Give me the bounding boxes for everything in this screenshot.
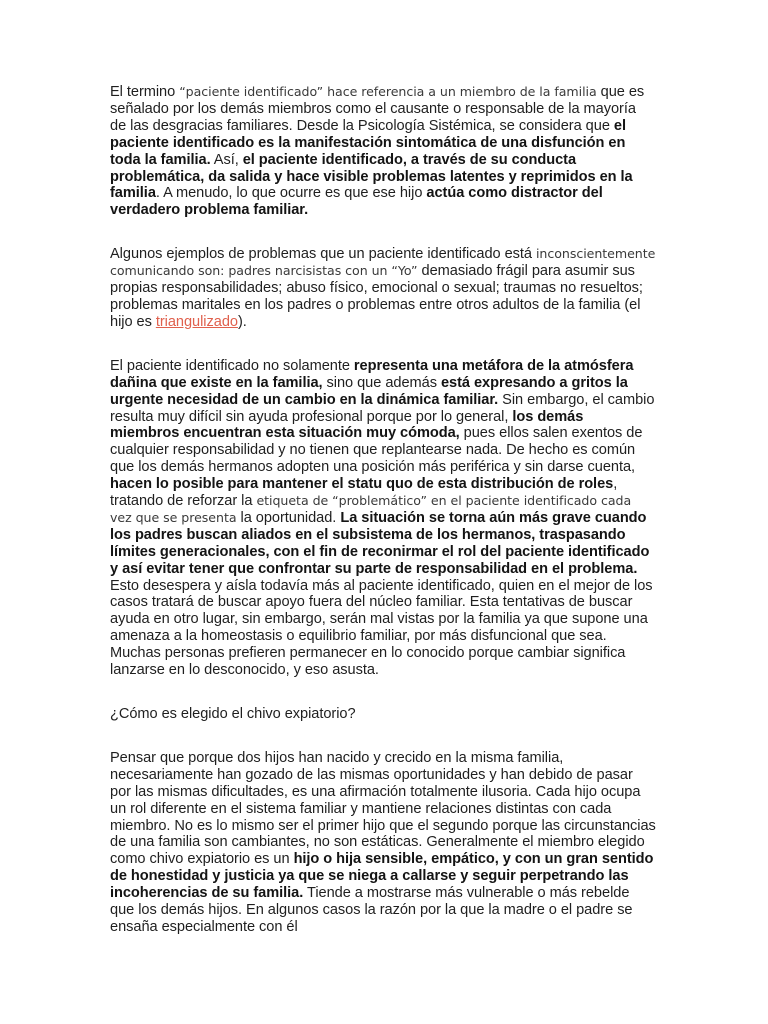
text-run-light: inconscientemente comunicando son: padres narcisistas con un “Yo” [110,246,656,279]
bold-text-run: el paciente identificado es la manifestación sintomática de una disfunción en toda la familia. [110,117,626,168]
text-run: pues ellos salen exentos de cualquier responsabilidad y no tienen que replantearse nada. De hecho es común que los demás hermanos adopten una posición más periférica y sin darse cuenta, [110,425,643,476]
section-heading-chivo-expiatorio [110,706,656,723]
paragraph-metaphor [110,358,656,679]
document-body [110,84,656,936]
text-run: Algunos ejemplos de problemas que un paciente identificado está [110,246,536,263]
paragraph-siblings [110,750,656,936]
heading-text: ¿Cómo es elegido el chivo expiatorio? [110,706,356,722]
paragraph-paciente-identificado-definition [110,84,656,219]
bold-text-run: representa una metáfora de la atmósfera dañina que existe en la familia, [110,357,634,391]
bold-text-run: los demás miembros encuentran esta situación muy cómoda, [110,408,584,442]
bold-text-run: está expresando a gritos la urgente necesidad de un cambio en la dinámica familiar. [110,374,628,408]
text-run: Tiende a mostrarse más vulnerable o más rebelde que los demás hijos. En algunos casos la razón por la que la madre o el padre se ensaña especialmente con él [110,885,633,935]
bold-text-run: hijo o hija sensible, empático, y con un gran sentido de honestidad y justicia ya que se niega a callarse y seguir perpetrando las incoherencias de su familia. [110,851,654,902]
text-run: Esto desespera y aísla todavía más al paciente identificado, quien en el mejor de los casos tratará de buscar apoyo fuera del núcleo familiar. Esta tentativas de buscar ayuda en otro lugar, sin embargo, serán mal vistas por la familia ya que supone una amenaza a la homeostasis o equilibrio familiar, por más disfuncional que sea. Muchas personas prefieren permanecer en lo conocido porque cambiar significa lanzarse en lo desconocido, y eso asusta. [110,577,653,679]
text-run: ). [237,313,247,330]
text-run: . A menudo, lo que ocurre es que ese hijo [155,185,427,202]
text-run: la oportunidad. [236,509,341,526]
text-run: Sin embargo, el cambio resulta muy difícil sin ayuda profesional porque por lo general, [110,391,655,425]
text-run: , tratando de reforzar la [110,476,618,510]
triangulizado-link[interactable]: triangulizado [155,313,238,330]
bold-text-run: el paciente identificado, a través de su conducta problemática, da salida y hace visible problemas latentes y reprimidos en la familia [110,151,633,202]
text-run-quoted-term: “paciente identificado” hace referencia a un miembro de la familia [179,84,597,99]
text-run-light: etiqueta de “problemático” en el paciente identificado cada vez que se presenta [110,493,632,525]
text-run: Pensar que porque dos hijos han nacido y crecido en la misma familia, necesariamente han gozado de las mismas oportunidades y han debido de pasar por las mismas dificultades, es una afirmación totalmente ilusoria. Cada hijo ocupa un rol diferente en el sistema familiar y mantiene relaciones distintas con cada miembro. No es lo mismo ser el primer hijo que el segundo porque las circunstancias de una familia son cambiantes, no son estáticas. Generalmente el miembro elegido como chivo expiatorio es un [110,749,656,868]
text-run: Así, [210,151,243,168]
text-run: El termino [110,84,180,100]
text-run: demasiado frágil para asumir sus propias responsabilidades; abuso físico, emocional o sexual; traumas no resueltos; problemas maritales en los padres o problemas entre otros adultos de la familia (el hijo es [110,263,643,330]
text-run: El paciente identificado no solamente [110,357,354,374]
bold-text-run: actúa como distractor del verdadero problema familiar. [110,185,603,219]
bold-text-run: La situación se torna aún más grave cuando los padres buscan aliados en el subsistema de los hermanos, traspasando límites generacionales, con el fin de reconirmar el rol del paciente identificado y así evitar tener que confrontar su parte de responsabilidad en el problema. [110,509,650,577]
text-run: sino que además [322,374,441,391]
bold-text-run: hacen lo posible para mantener el statu quo de esta distribución de roles [110,476,614,493]
text-run: que es señalado por los demás miembros como el causante o responsable de la mayoría de las desgracias familiares. Desde la Psicología Sistémica, se considera que [110,84,645,134]
paragraph-examples [110,246,656,331]
